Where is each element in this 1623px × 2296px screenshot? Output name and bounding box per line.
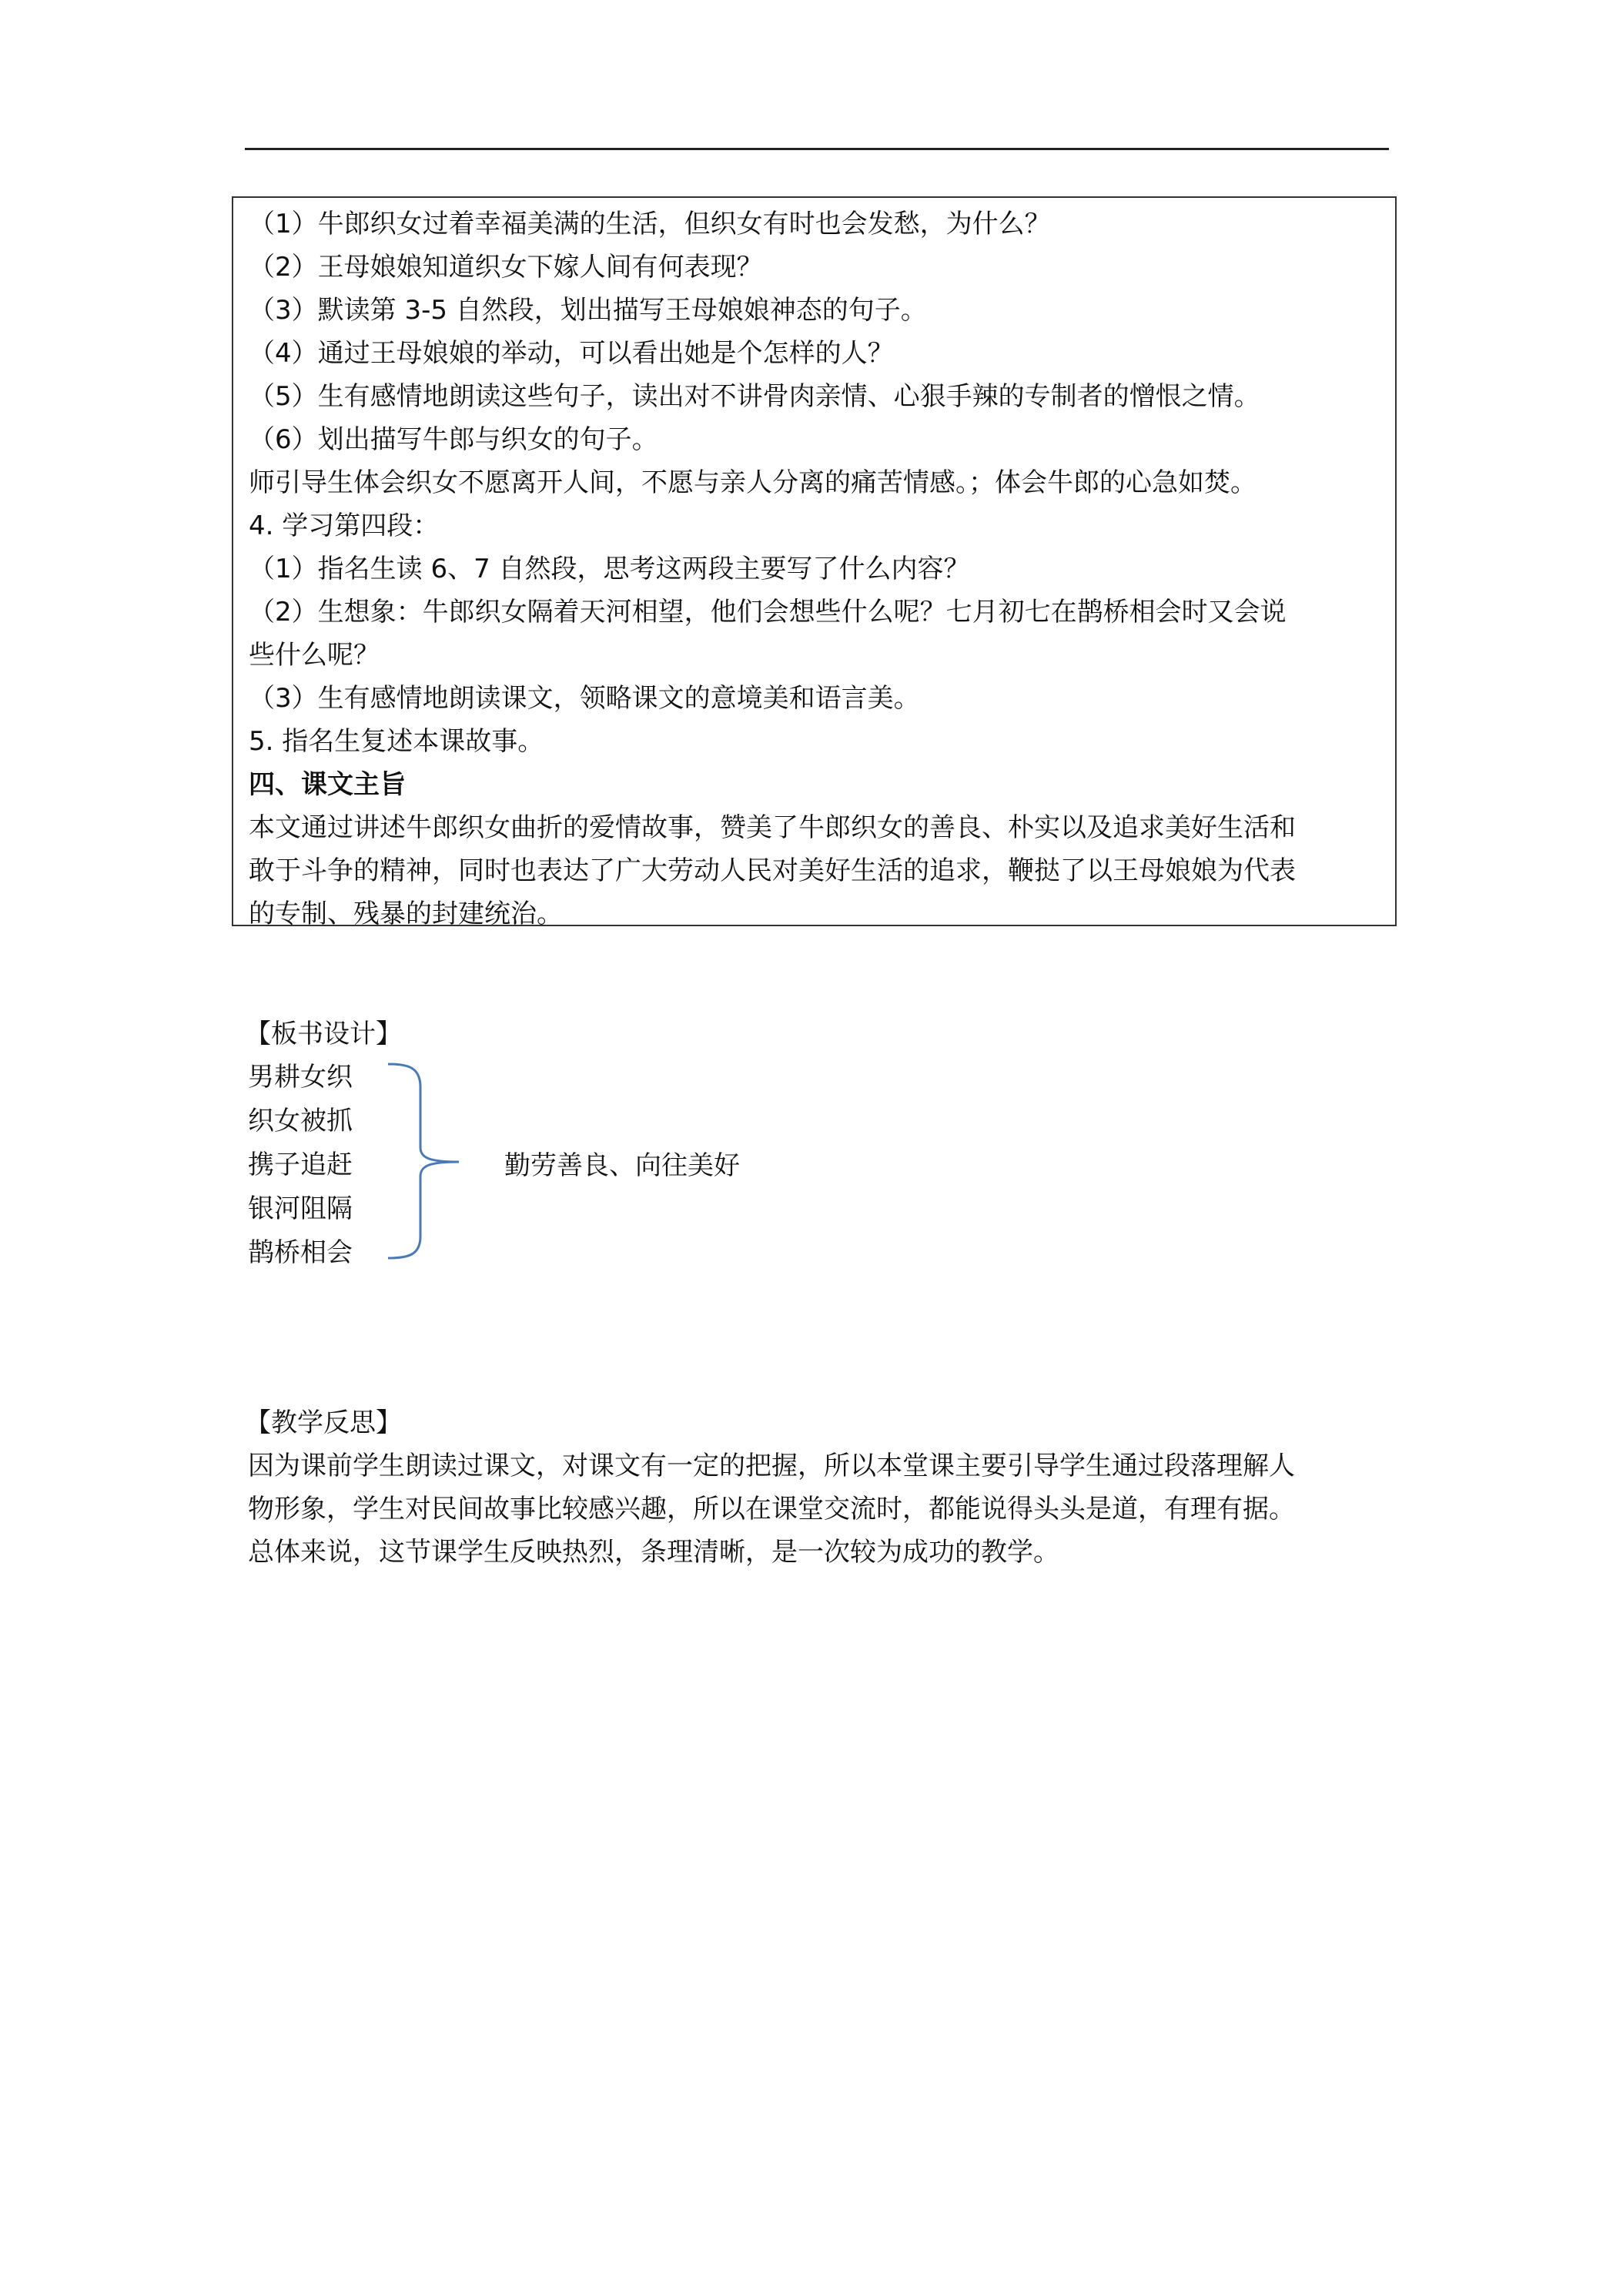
step-line: （3）默读第 3-5 自然段，划出描写王母娘娘神态的句子。 [249,295,927,326]
theme-line: 的专制、残暴的封建统治。 [249,899,563,929]
reflection-title: 【教学反思】 [245,1407,402,1438]
lesson-steps [249,202,1388,935]
reflection-line: 因为课前学生朗读过课文，对课文有一定的把握，所以本堂课主要引导学生通过段落理解人 [248,1451,1295,1481]
step-line: 师引导生体会织女不愿离开人间，不愿与亲人分离的痛苦情感。；体会牛郎的心急如焚。 [249,467,1257,498]
board-item: 织女被抓 [248,1106,353,1136]
step-line: 5. 指名生复述本课故事。 [249,726,544,757]
step-line: （6）划出描写牛郎与织女的句子。 [249,424,658,455]
reflection-body [248,1444,1395,1574]
board-item: 银河阻隔 [248,1193,353,1224]
header-rule [245,148,1389,150]
step-line: （1）指名生读 6、7 自然段，思考这两段主要写了什么内容？ [249,554,970,584]
theme-line: 敢于斗争的精神，同时也表达了广大劳动人民对美好生活的追求，鞭挞了以王母娘娘为代表 [249,855,1296,886]
reflection-line: 总体来说，这节课学生反映热烈，条理清晰，是一次较为成功的教学。 [248,1537,1059,1568]
board-summary: 勤劳善良、向往美好 [504,1150,740,1181]
step-line: 些什么呢？ [249,640,380,671]
board-item: 携子追赶 [248,1150,353,1180]
reflection-line: 物形象，学生对民间故事比较感兴趣，所以在课堂交流时，都能说得头头是道，有理有据。 [248,1494,1295,1525]
board-design-title: 【板书设计】 [245,1019,402,1049]
step-line: （1）牛郎织女过着幸福美满的生活，但织女有时也会发愁，为什么？ [249,209,1051,239]
step-line: （2）王母娘娘知道织女下嫁人间有何表现？ [249,252,763,283]
section-heading: 四、课文主旨 [249,769,406,800]
board-item: 男耕女织 [248,1062,353,1093]
step-line: （3）生有感情地朗读课文，领略课文的意境美和语言美。 [249,683,920,714]
step-line: （4）通过王母娘娘的举动，可以看出她是个怎样的人？ [249,338,894,369]
theme-line: 本文通过讲述牛郎织女曲折的爱情故事，赞美了牛郎织女的善良、朴实以及追求美好生活和 [249,812,1296,843]
step-line: （2）生想象：牛郎织女隔着天河相望，他们会想些什么呢？七月初七在鹊桥相会时又会说 [249,597,1287,628]
board-design-list [248,1056,353,1275]
step-line: （5）生有感情地朗读这些句子，读出对不讲骨肉亲情、心狠手辣的专制者的憎恨之情。 [249,381,1260,412]
lesson-content-box [232,196,1397,929]
board-item: 鹊桥相会 [248,1237,353,1268]
curly-brace [385,1061,462,1261]
step-line: 4. 学习第四段： [249,510,440,541]
